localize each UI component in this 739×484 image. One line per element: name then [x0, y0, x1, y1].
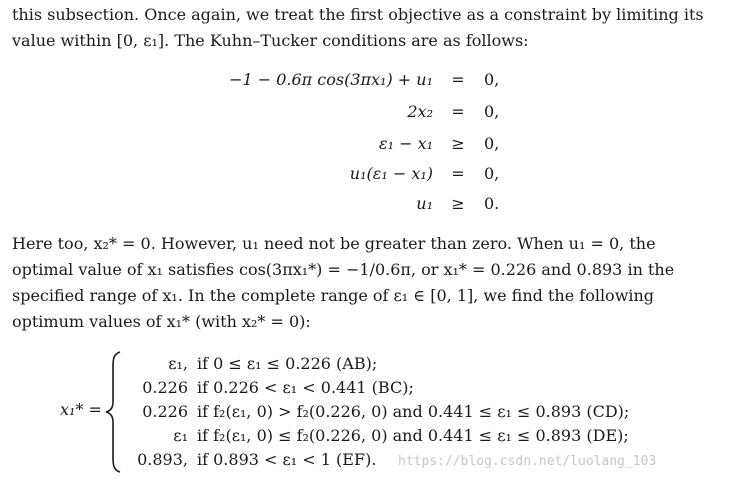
kkt-row: [0, 162, 739, 186]
piecewise-lhs: x₁* =: [60, 400, 102, 419]
kkt-rhs: 0,: [484, 164, 500, 183]
case-row: [0, 352, 739, 376]
discussion-line-2: optimal value of x₁ satisfies cos(3πx₁*) = −1/0.6π, or x₁* = 0.226 and 0.893 in the: [12, 260, 675, 279]
kkt-relation: ≥: [451, 194, 465, 213]
intro-paragraph: [12, 2, 728, 54]
kkt-lhs: ε₁ − x₁: [378, 134, 433, 153]
kkt-rhs: 0.: [484, 194, 500, 213]
case-value: 0.893,: [137, 450, 188, 469]
case-condition: if 0.226 < ε₁ < 0.441 (BC);: [197, 378, 414, 397]
kkt-relation: =: [451, 164, 465, 183]
case-value: ε₁: [173, 426, 188, 445]
kkt-lhs: u₁: [416, 194, 433, 213]
case-value: ε₁,: [168, 354, 188, 373]
kkt-relation: =: [451, 70, 465, 89]
discussion-line-3: specified range of x₁. In the complete range of ε₁ ∈ [0, 1], we find the following: [12, 286, 655, 305]
case-condition: if 0.893 < ε₁ < 1 (EF).: [197, 450, 377, 469]
discussion-line-4: optimum values of x₁* (with x₂* = 0):: [12, 312, 311, 331]
kkt-row: [0, 192, 739, 216]
intro-line-2: value within [0, ε₁]. The Kuhn–Tucker conditions are as follows:: [12, 31, 529, 50]
kkt-row: [0, 132, 739, 156]
kkt-row: [0, 68, 739, 92]
kkt-lhs: −1 − 0.6π cos(3πx₁) + u₁: [229, 70, 433, 89]
case-condition: if 0 ≤ ε₁ ≤ 0.226 (AB);: [197, 354, 378, 373]
case-condition: if f₂(ε₁, 0) > f₂(0.226, 0) and 0.441 ≤ ε₁ ≤ 0.893 (CD);: [197, 402, 630, 421]
kkt-row: [0, 100, 739, 124]
case-row: [0, 376, 739, 400]
case-condition: if f₂(ε₁, 0) ≤ f₂(0.226, 0) and 0.441 ≤ ε₁ ≤ 0.893 (DE);: [197, 426, 629, 445]
kkt-relation: =: [451, 102, 465, 121]
discussion-line-1: Here too, x₂* = 0. However, u₁ need not be greater than zero. When u₁ = 0, the: [12, 234, 656, 253]
discussion-paragraph: [12, 231, 728, 335]
kkt-rhs: 0,: [484, 70, 500, 89]
case-row: [0, 424, 739, 448]
kkt-rhs: 0,: [484, 134, 500, 153]
case-row: [0, 400, 739, 424]
kkt-lhs: 2x₂: [407, 102, 433, 121]
kkt-rhs: 0,: [484, 102, 500, 121]
kkt-relation: ≥: [451, 134, 465, 153]
kkt-lhs: u₁(ε₁ − x₁): [349, 164, 433, 183]
intro-line-1: this subsection. Once again, we treat the first objective as a constraint by limiting its: [12, 5, 704, 24]
watermark: https://blog.csdn.net/luolang_103: [398, 454, 657, 469]
case-value: 0.226: [142, 402, 188, 421]
case-value: 0.226: [142, 378, 188, 397]
